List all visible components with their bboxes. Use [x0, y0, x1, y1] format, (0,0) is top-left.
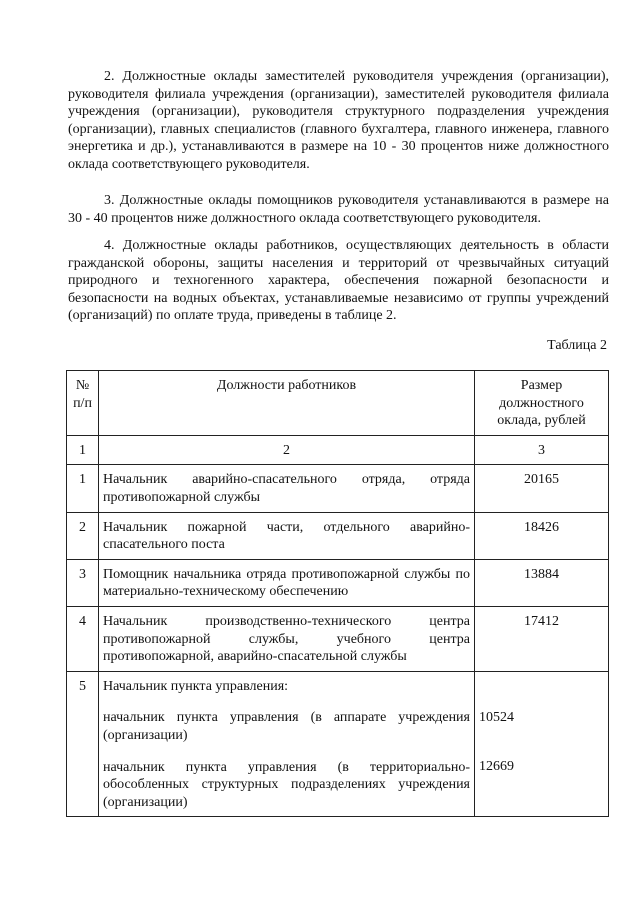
row-salary: 13884: [475, 559, 609, 606]
table-row: [67, 559, 609, 606]
row-salary: 18426: [475, 512, 609, 559]
row-position: Помощник начальника отряда противопожарной службы по материально-техническому обеспечению: [99, 559, 475, 606]
row-number: 3: [67, 559, 99, 606]
table-header-row: [67, 371, 609, 436]
row-salary-group: [475, 671, 609, 817]
row-position-group: [99, 671, 475, 817]
sub-salary: 12669: [479, 758, 514, 774]
row-group-title: Начальник пункта управления:: [103, 678, 289, 694]
paragraph-3: 3. Должностные оклады помощников руководителя устанавливаются в размере на 30 - 40 процентов ниже должностного оклада соответствующего руководителя.: [68, 193, 609, 226]
row-salary: 17412: [475, 606, 609, 671]
header-position: Должности работников: [99, 371, 475, 436]
table-index-row: [67, 435, 609, 465]
table-row: [67, 512, 609, 559]
table-row: [67, 606, 609, 671]
index-cell: 3: [475, 435, 609, 465]
sub-salary: 10524: [479, 710, 514, 726]
row-number: 1: [67, 465, 99, 512]
table-row: [67, 671, 609, 817]
table-caption: Таблица 2: [547, 338, 607, 353]
header-salary: Размер должностного оклада, рублей: [475, 371, 609, 436]
spacer: [479, 678, 604, 696]
sub-position: начальник пункта управления (в аппарате учреждения (организации): [103, 710, 470, 743]
paragraph-4: 4. Должностные оклады работников, осуществляющих деятельность в области гражданской обороны, защиты населения и территорий от чрезвычайных ситуаций природного и техногенного характера, обеспечения пожарной безопасности и безопасности на водных объектах, устанавливаемые независимо от группы учреждений (организаций) по оплате труда, приведены в таблице 2.: [68, 238, 609, 324]
paragraph-2: 2. Должностные оклады заместителей руководителя учреждения (организации), руководителя филиала учреждения (организации), заместителей руководителя филиала учреждения (организации), руководителя структурного подразделения учреждения (организации), главных специалистов (главного бухгалтера, главного инженера, главного энергетика и др.), устанавливаются в размере на 10 - 30 процентов ниже должностного оклада соответствующего руководителя.: [68, 69, 609, 172]
row-salary: 20165: [475, 465, 609, 512]
row-number: 5: [67, 671, 99, 817]
header-number: № п/п: [67, 371, 99, 436]
table-row: [67, 465, 609, 512]
sub-position: начальник пункта управления (в территориально-обособленных структурных подразделениях учреждения (организации): [103, 759, 470, 810]
salary-table: [66, 370, 609, 817]
index-cell: 2: [99, 435, 475, 465]
index-cell: 1: [67, 435, 99, 465]
row-number: 4: [67, 606, 99, 671]
row-number: 2: [67, 512, 99, 559]
row-position: Начальник пожарной части, отдельного аварийно-спасательного поста: [99, 512, 475, 559]
row-position: Начальник производственно-технического центра противопожарной службы, учебного центра противопожарной, аварийно-спасательной службы: [99, 606, 475, 671]
row-position: Начальник аварийно-спасательного отряда, отряда противопожарной службы: [99, 465, 475, 512]
